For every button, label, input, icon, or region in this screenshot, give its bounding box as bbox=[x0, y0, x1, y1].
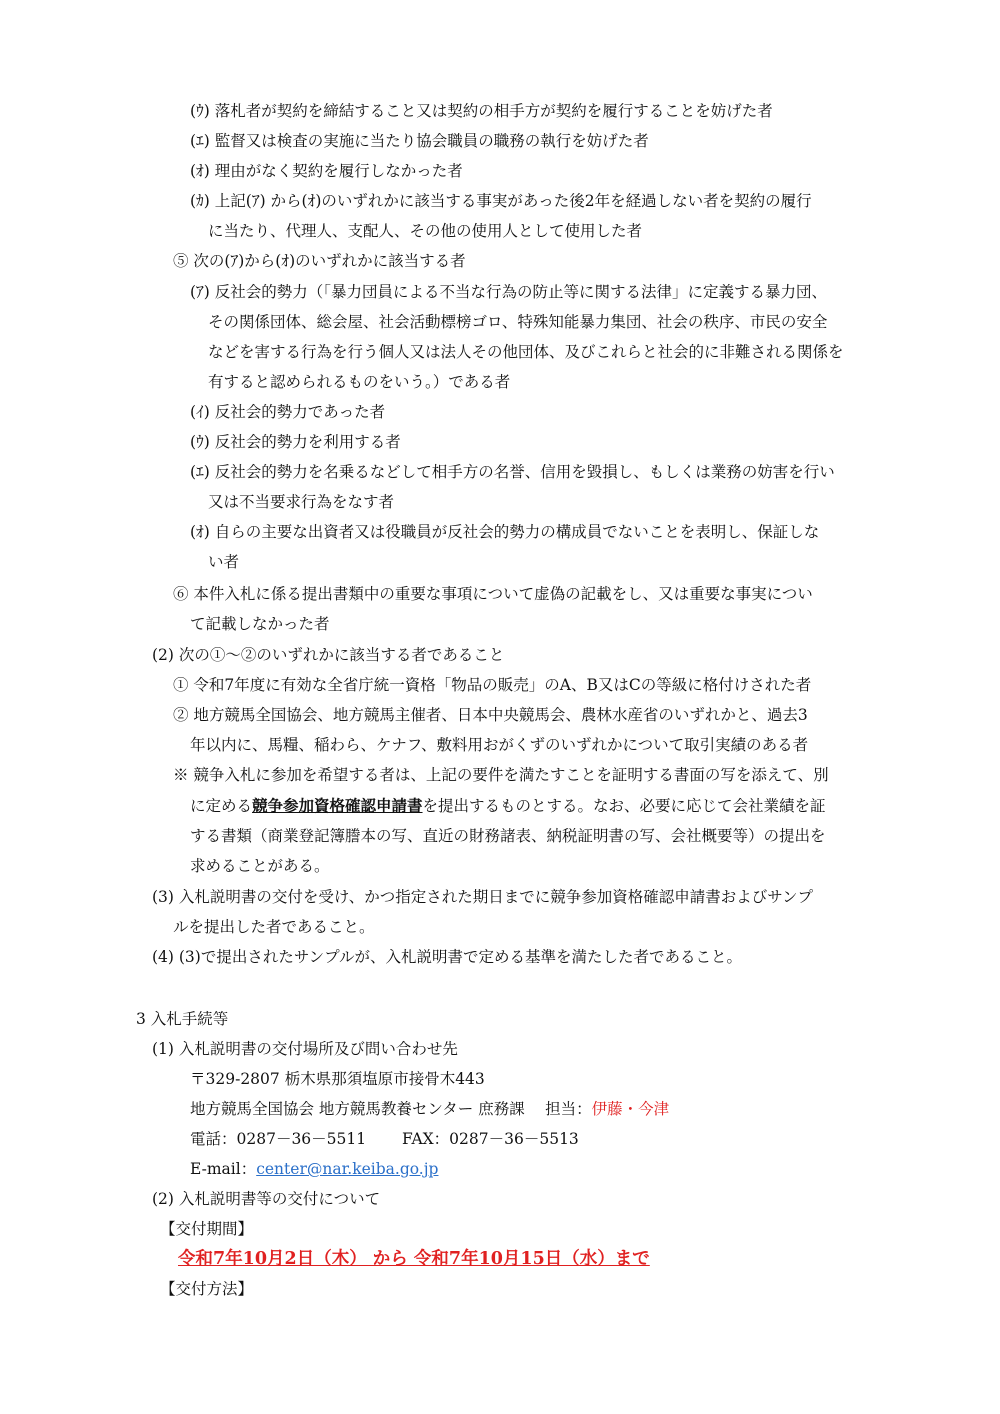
item-5i: (ｲ) 反社会的勢力であった者 bbox=[190, 403, 386, 421]
email-link[interactable]: center@nar.keiba.go.jp bbox=[256, 1160, 439, 1178]
condition-2-cont: 年以内に、馬糧、稲わら、ケナフ、敷料用おがくずのいずれかについて取引実績のある者 bbox=[190, 736, 809, 754]
item-5a-cont3: 有すると認められるものをいう。）である者 bbox=[208, 373, 511, 391]
note-line-1: ※ 競争入札に参加を希望する者は、上記の要件を満たすことを証明する書面の写を添えて、別 bbox=[173, 766, 829, 784]
item-5o-cont: い者 bbox=[208, 553, 240, 571]
item-u: (ｳ) 落札者が契約を締結すること又は契約の相手方が契約を履行することを妨げた者 bbox=[190, 102, 773, 120]
note-text: を提出するものとする。なお、必要に応じて会社業績を証 bbox=[422, 797, 826, 815]
section-2-heading: (2) 次の①～②のいずれかに該当する者であること bbox=[152, 646, 505, 664]
item-5u: (ｳ) 反社会的勢力を利用する者 bbox=[190, 433, 401, 451]
subsection-1: (1) 入札説明書の交付場所及び問い合わせ先 bbox=[152, 1040, 458, 1058]
item-ka: (ｶ) 上記(ｱ) から(ｵ)のいずれかに該当する事実があった後2年を経過しない者を契約の履行 bbox=[190, 192, 812, 210]
note-line-4: 求めることがある。 bbox=[190, 857, 330, 875]
item-5a-cont2: などを害する行為を行う個人又は法人その他団体、及びこれらと社会的に非難される関係を bbox=[208, 343, 844, 361]
item-e: (ｴ) 監督又は検査の実施に当たり協会職員の職務の執行を妨げた者 bbox=[190, 132, 649, 150]
application-form-name: 競争参加資格確認申請書 bbox=[252, 796, 423, 815]
item-o: (ｵ) 理由がなく契約を履行しなかった者 bbox=[190, 162, 463, 180]
note-line-2 bbox=[190, 796, 826, 816]
organization bbox=[190, 1099, 669, 1119]
organization-text: 地方競馬全国協会 地方競馬教養センター 庶務課 担当： bbox=[190, 1100, 592, 1118]
item-5e-cont: 又は不当要求行為をなす者 bbox=[208, 493, 395, 511]
issue-period: 令和7年10月2日（木） から 令和7年10月15日（水）まで bbox=[178, 1249, 650, 1269]
section-4-item: (4) (3)で提出されたサンプルが、入札説明書で定める基準を満たした者であること。 bbox=[152, 948, 742, 966]
item-5a-cont1: その関係団体、総会屋、社会活動標榜ゴロ、特殊知能暴力集団、社会の秩序、市民の安全 bbox=[208, 313, 828, 331]
address: 〒329-2807 栃木県那須塩原市接骨木443 bbox=[190, 1070, 485, 1088]
note-line-3: する書類（商業登記簿謄本の写、直近の財務諸表、納税証明書の写、会社概要等）の提出を bbox=[190, 827, 826, 845]
email-label: E-mail： bbox=[190, 1160, 257, 1178]
item-ka-cont: に当たり、代理人、支配人、その他の使用人として使用した者 bbox=[208, 222, 643, 240]
phone-fax: 電話：0287－36－5511 FAX：0287－36－5513 bbox=[190, 1130, 579, 1148]
subsection-2: (2) 入札説明書等の交付について bbox=[152, 1190, 381, 1208]
condition-2: ② 地方競馬全国協会、地方競馬主催者、日本中央競馬会、農林水産省のいずれかと、過去3 bbox=[173, 706, 808, 724]
condition-1: ① 令和7年度に有効な全省庁統一資格「物品の販売」のA、B又はCの等級に格付けされた者 bbox=[173, 676, 812, 694]
email-line bbox=[190, 1159, 438, 1179]
period-label: 【交付期間】 bbox=[160, 1220, 254, 1238]
item-5a: (ｱ) 反社会的勢力（「暴力団員による不当な行為の防止等に関する法律」に定義する暴力団、 bbox=[190, 283, 828, 301]
item-6-cont: て記載しなかった者 bbox=[190, 615, 330, 633]
item-5e: (ｴ) 反社会的勢力を名乗るなどして相手方の名誉、信用を毀損し、もしくは業務の妨害を行い bbox=[190, 463, 835, 481]
item-5: ⑤ 次の(ｱ)から(ｵ)のいずれかに該当する者 bbox=[173, 252, 466, 270]
section-3-item: (3) 入札説明書の交付を受け、かつ指定された期日までに競争参加資格確認申請書およびサンプ bbox=[152, 888, 813, 906]
section-title: 3 入札手続等 bbox=[136, 1010, 229, 1028]
item-6: ⑥ 本件入札に係る提出書類中の重要な事項について虚偽の記載をし、又は重要な事実につい bbox=[173, 585, 813, 603]
note-text: に定める bbox=[190, 797, 253, 815]
contact-persons: 伊藤・今津 bbox=[591, 1100, 670, 1118]
item-5o: (ｵ) 自らの主要な出資者又は役職員が反社会的勢力の構成員でないことを表明し、保証しな bbox=[190, 523, 820, 541]
section-3-item-cont: ルを提出した者であること。 bbox=[173, 918, 375, 936]
method-label: 【交付方法】 bbox=[160, 1280, 254, 1298]
